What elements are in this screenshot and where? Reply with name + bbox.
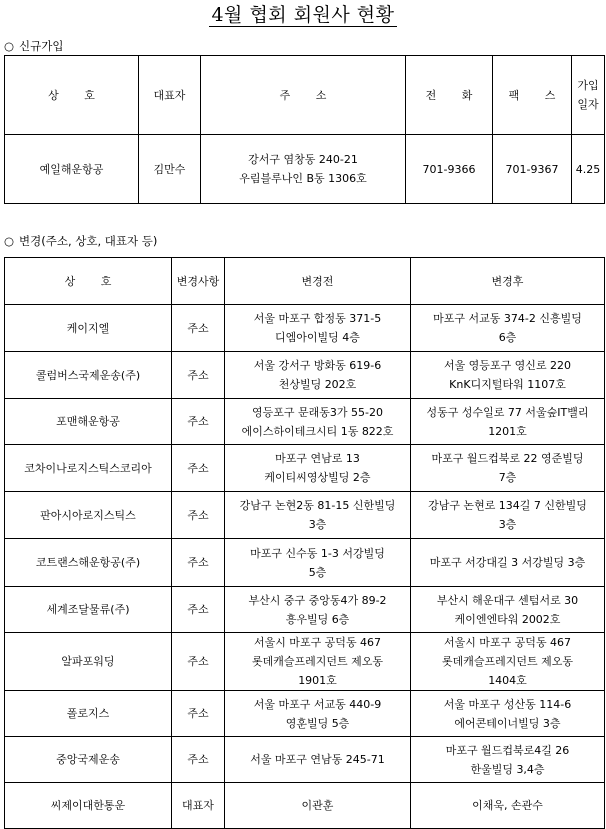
company-name: 코트랜스해운항공(주) — [5, 539, 172, 587]
change-type: 주소 — [172, 492, 225, 539]
bullet-icon: ○ — [4, 234, 15, 248]
before-value — [225, 399, 411, 445]
header-before: 변경전 — [225, 258, 411, 305]
change-type: 주소 — [172, 352, 225, 399]
header-change-type: 변경사항 — [172, 258, 225, 305]
header-row — [5, 258, 605, 305]
changes-table — [4, 257, 605, 829]
after-line: 서울 영등포구 영신로 220 — [443, 359, 572, 372]
header-name: 상 호 — [5, 258, 172, 305]
before-value — [225, 633, 411, 691]
table-row — [5, 352, 605, 399]
after-value — [411, 539, 605, 587]
before-line: 1901호 — [298, 674, 337, 687]
change-type: 주소 — [172, 305, 225, 352]
after-value — [411, 492, 605, 539]
after-value — [411, 399, 605, 445]
after-line: 1404호 — [488, 674, 527, 687]
before-line: 영등포구 문래동3가 55-20 — [252, 405, 383, 419]
after-value — [411, 691, 605, 737]
before-line: 서울 마포구 연남동 245-71 — [250, 753, 385, 766]
before-line: 강남구 논현2동 81-15 신한빌딩 — [239, 499, 396, 512]
before-line: 에이스하이테크시티 1동 822호 — [241, 424, 394, 438]
after-line: 서울 마포구 성산동 114-6 — [443, 697, 572, 711]
header-after: 변경후 — [411, 258, 605, 305]
change-type: 주소 — [172, 399, 225, 445]
after-line: 7층 — [498, 471, 517, 484]
before-value — [225, 737, 411, 783]
company-name: 포맨해운항공 — [5, 399, 172, 445]
table-row — [5, 539, 605, 587]
before-line: 마포구 신수동 1-3 서강빌딩 — [250, 546, 385, 560]
after-line: 6층 — [498, 331, 517, 344]
before-line: 서울시 마포구 공덕동 467 — [253, 636, 382, 649]
member-ceo: 김만수 — [139, 135, 201, 204]
table-row — [5, 445, 605, 492]
change-type: 주소 — [172, 633, 225, 691]
table-row — [5, 305, 605, 352]
company-name: 폴로지스 — [5, 691, 172, 737]
table-row — [5, 135, 605, 204]
table-row — [5, 633, 605, 691]
before-line: 서울 마포구 합정동 371-5 — [253, 312, 382, 325]
before-line: 3층 — [308, 518, 327, 531]
after-line: 롯데캐슬프레지던트 제오동 — [441, 655, 573, 668]
after-line: 마포구 서교동 374-2 신흥빌딩 — [433, 312, 582, 325]
before-line: 천상빌딩 202호 — [278, 378, 357, 391]
table-row — [5, 399, 605, 445]
after-line: 강남구 논현로 134길 7 신한빌딩 — [428, 499, 587, 512]
after-line: 3층 — [498, 518, 517, 531]
company-name: 판아시아로지스틱스 — [5, 492, 172, 539]
before-value — [225, 445, 411, 492]
after-value — [411, 352, 605, 399]
header-address: 주 소 — [201, 56, 406, 135]
before-value — [225, 492, 411, 539]
changes-section-label: ○ 변경(주소, 상호, 대표자 등) — [4, 234, 158, 248]
before-line: 5층 — [308, 565, 327, 579]
before-line: 롯데캐슬프레지던트 제오동 — [251, 655, 383, 668]
after-line: 부산시 해운대구 센텀서로 30 — [436, 593, 579, 607]
company-name: 콜럼버스국제운송(주) — [5, 352, 172, 399]
after-line: 에어콘테이너빌딩 3층 — [454, 716, 561, 730]
before-value — [225, 352, 411, 399]
table-row — [5, 587, 605, 633]
bullet-icon: ○ — [4, 39, 15, 53]
after-value — [411, 445, 605, 492]
after-line: 1201호 — [488, 424, 527, 438]
header-row — [5, 56, 605, 135]
change-type: 주소 — [172, 587, 225, 633]
before-line: 서울 강서구 방화동 619-6 — [253, 359, 382, 372]
member-address: 강서구 염창동 240-21 우림블루나인 B동 1306호 — [201, 135, 406, 204]
header-phone: 전 화 — [406, 56, 493, 135]
after-line: 서울시 마포구 공덕동 467 — [443, 636, 572, 649]
header-ceo: 대표자 — [139, 56, 201, 135]
company-name: 중앙국제운송 — [5, 737, 172, 783]
before-value — [225, 539, 411, 587]
company-name: 코차이나로지스틱스코리아 — [5, 445, 172, 492]
after-value — [411, 587, 605, 633]
before-value — [225, 691, 411, 737]
table-row — [5, 492, 605, 539]
after-line: 이채욱, 손관수 — [472, 799, 543, 812]
change-type: 주소 — [172, 737, 225, 783]
header-name: 상 호 — [5, 56, 139, 135]
after-line: 성동구 성수일로 77 서울숲IT밸리 — [426, 405, 589, 419]
before-value — [225, 783, 411, 829]
new-members-table — [4, 55, 605, 204]
new-members-section-label: ○ 신규가입 — [4, 39, 64, 53]
before-line: 부산시 중구 중앙동4가 89-2 — [248, 593, 387, 607]
after-line: 마포구 월드컵북로4길 26 — [445, 743, 570, 757]
change-type: 대표자 — [172, 783, 225, 829]
before-line: 흥우빌딩 6층 — [285, 612, 350, 626]
after-line: 한울빌딩 3,4층 — [470, 762, 545, 776]
company-name: 케이지엘 — [5, 305, 172, 352]
after-line: 케이엔엔타워 2002호 — [454, 612, 561, 626]
table-row — [5, 691, 605, 737]
member-fax: 701-9367 — [493, 135, 572, 204]
after-value — [411, 305, 605, 352]
after-line: 마포구 서강대길 3 서강빌딩 3층 — [429, 556, 586, 569]
after-value — [411, 737, 605, 783]
page-title: 4월 협회 회원사 현황 — [211, 4, 395, 26]
change-type: 주소 — [172, 539, 225, 587]
before-line: 케이티씨영상빌딩 2층 — [264, 471, 371, 484]
change-type: 주소 — [172, 691, 225, 737]
table-row — [5, 737, 605, 783]
header-fax: 팩 스 — [493, 56, 572, 135]
company-name: 알파포워딩 — [5, 633, 172, 691]
before-line: 마포구 연남로 13 — [275, 452, 360, 465]
table-row — [5, 783, 605, 829]
after-line: KnK디지털타워 1107호 — [449, 378, 566, 391]
header-join-date: 가입 일자 — [572, 56, 605, 135]
before-line: 영훈빌딩 5층 — [285, 716, 350, 730]
company-name: 씨제이대한통운 — [5, 783, 172, 829]
after-value — [411, 633, 605, 691]
before-line: 서울 마포구 서교동 440-9 — [253, 697, 382, 711]
after-value — [411, 783, 605, 829]
after-line: 마포구 월드컵북로 22 영준빌딩 — [431, 452, 584, 465]
member-join-date: 4.25 — [572, 135, 605, 204]
before-line: 이관훈 — [301, 799, 334, 812]
change-type: 주소 — [172, 445, 225, 492]
member-phone: 701-9366 — [406, 135, 493, 204]
company-name: 세계조달물류(주) — [5, 587, 172, 633]
before-value — [225, 305, 411, 352]
before-line: 디엠아이빌딩 4층 — [275, 331, 360, 344]
member-name: 예일해운항공 — [5, 135, 139, 204]
before-value — [225, 587, 411, 633]
